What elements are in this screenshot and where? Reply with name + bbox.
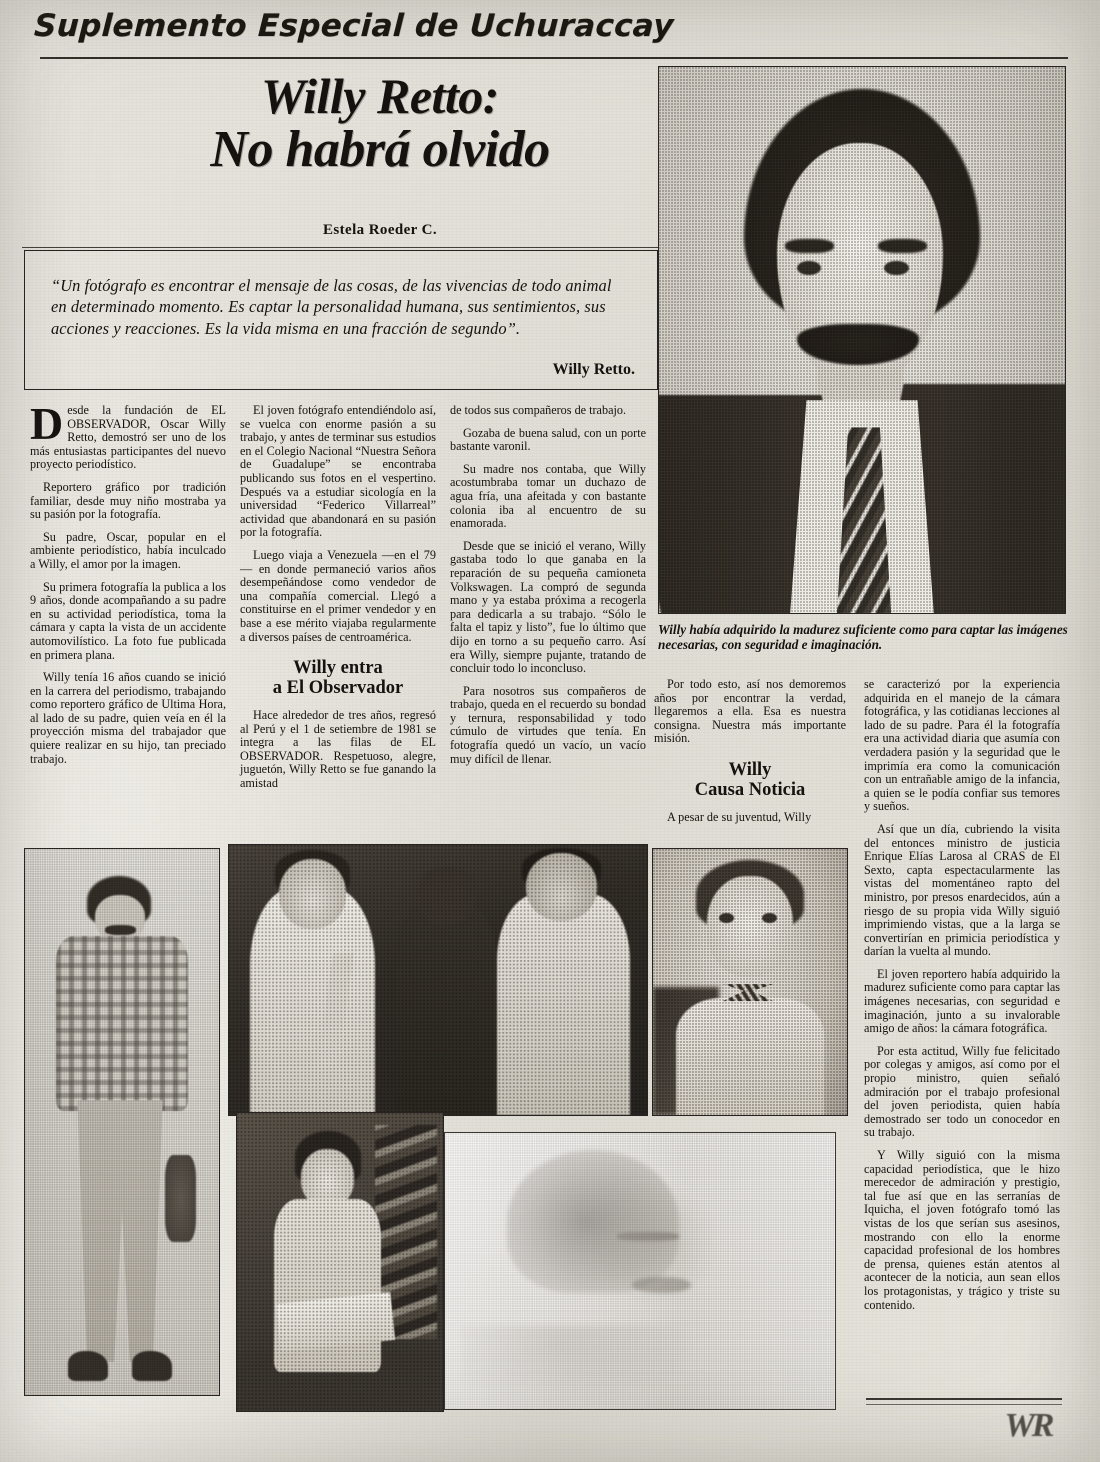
subhead-line-2: a El Observador — [272, 678, 404, 699]
article-column-2 — [240, 404, 436, 800]
photo-baby-portrait — [652, 848, 848, 1116]
paragraph: Gozaba de buena salud, con un porte bastante varonil. — [450, 425, 646, 454]
byline-rule — [22, 247, 658, 248]
photo-group-scene — [228, 844, 648, 1116]
paragraph: Desde la fundación de EL OBSERVADOR, Oscar Willy Retto, demostró ser uno de los más entusiastas participantes del nuevo proyecto periodístico. — [30, 398, 226, 472]
paragraph: Su padre, Oscar, popular en el ambiente periodístico, había inculcado a Willy, el amor por la imagen. — [30, 529, 226, 571]
section-subhead-willy-entra — [240, 658, 436, 698]
paragraph: Luego viaja a Venezuela —en el 79— en donde permaneció varios años desempeñándose como vendedor de una compañía comercial. Llegó a constituirse en el primer vendedor y en base a ese mérito viajaba regularmente a diversos países de centroamérica. — [240, 547, 436, 644]
paragraph: El joven fotógrafo entendiéndolo así, se vuelca con enorme pasión a su trabajo, y antes de terminar sus estudios en el Colegio Nacional “Nuestra Señora de Guadalupe” se encontraba publicando sus fotos en el vespertino. Después va a estudiar sicología en la universidad “Federico Villarreal” actividad que abandonará en su pasión por la fotografía. — [240, 403, 436, 540]
section-subhead-willy-causa-noticia — [654, 760, 846, 800]
pull-quote-box — [24, 250, 658, 390]
publisher-monogram: WR — [1004, 1407, 1052, 1444]
article-column-5 — [864, 678, 1060, 1321]
paragraph: A pesar de su juventud, Willy — [667, 809, 812, 824]
paragraph: Su madre nos contaba, que Willy acostumbraba tomar un duchazo de agua fría, una afeitada y con bastante colonia iba al encuentro de su enamorada. — [450, 461, 646, 531]
paragraph: Por todo esto, así nos demoremos años por encontrar la verdad, llegaremos a ella. Esa es nuestra consigna. Nuestra más importante misión. — [654, 677, 846, 746]
paragraph: Reportero gráfico por tradición familiar, desde muy niño mostraba ya su pasión por la fotografía. — [30, 479, 226, 522]
paragraph: Willy tenía 16 años cuando se inició en la carrera del periodismo, trabajando como reportero gráfico de Ultima Hora, al lado de su padre, quien veía en él la proyección misma del trabajador que quiere realizar en su hijo, tan preciado trabajo. — [30, 670, 226, 766]
masthead-rule — [40, 57, 1068, 59]
pull-quote-attribution: Willy Retto. — [552, 361, 635, 378]
byline-author: Estela Roeder C. — [322, 222, 438, 238]
photo-caption-portrait: Willy había adquirido la madurez suficiente como para captar las imágenes necesarias, con seguridad e imaginación. — [658, 622, 1068, 652]
headline-line-2: No habrá olvido — [210, 121, 550, 178]
article-column-4 — [654, 678, 846, 834]
headline-line-1: Willy Retto: — [261, 68, 499, 124]
masthead-title: Suplemento Especial de Uchuraccay — [33, 8, 675, 44]
article-column-1 — [30, 398, 226, 775]
paragraph: Su primera fotografía la publica a los 9 años, donde acompañando a su padre en su actividad periodística, toma la cámara y capta la vista de un accidente automovilístico. La foto fue publicada en primera plana. — [30, 579, 226, 662]
footer-rule-upper — [866, 1398, 1062, 1400]
paragraph: Desde que se inició el verano, Willy gastaba todo lo que ganaba en la reparación de su pequeña camioneta Volkswagen. La compró de segunda mano y ya estaba próxima a recogerla para dedicarla a su trabajo. “Sólo le falta el tapiz y listo”, fue lo último que dijo en torno a su pequeño carro. Así era Willy, siempre pujante, tratando de concluir todo lo inconcluso. — [450, 538, 646, 676]
paragraph: Así que un día, cubriendo la visita del entonces ministro de justicia Enrique Elías Larosa al CRAS de El Sexto, capta espectacularmente las vistas del momentáneo rapto del ministro, por presos enardecidos, aún a riesgo de su propia vida Willy siguió imprimiendo vistas, que a la larga se convertirían en primicia periodística y darían la vuelta al mundo. — [864, 821, 1060, 959]
subhead-line-2: Causa Noticia — [694, 779, 806, 800]
subhead-line-1: Willy entra — [293, 658, 383, 679]
paragraph: de todos sus compañeros de trabajo. — [450, 403, 626, 417]
paragraph: se caracterizó por la experiencia adquirida en el manejo de la cámara fotográfica, y las cotidianas lecciones al lado de su padre. Para él la fotografía era una actividad diaria que asumía con verdadera pasión y la seguridad que le imprimía era como la comunicación con un entrañable amigo de la infancia, a quien se le podía confiar sus temores y sueños. — [864, 677, 1060, 814]
paragraph: Por esta actitud, Willy fue felicitado por colegas y amigos, así como por el propio ministro, quien señaló admiración por el trabajo profesional del joven periodista, quien había demostrado ser todo un conocedor en su trabajo. — [864, 1043, 1060, 1140]
paragraph: El joven reportero había adquirido la madurez suficiente como para captar las imágenes necesarias, con seguridad e imaginación, junto a su invalorable amigo de años: la cámara fotográfica. — [864, 966, 1060, 1036]
subhead-line-1: Willy — [728, 759, 772, 780]
page-title — [120, 68, 640, 178]
footer-rule-lower — [866, 1404, 1062, 1405]
photo-willy-retto-portrait — [658, 66, 1066, 614]
photo-faded-profile — [444, 1132, 836, 1410]
photo-child-reading — [236, 1112, 444, 1412]
paragraph: Hace alrededor de tres años, regresó al Perú y el 1 de setiembre de 1981 se integra a las filas de EL OBSERVADOR. Respetuoso, alegre, juguetón, Willy Retto se fue ganando la amistad — [240, 708, 436, 791]
pull-quote-text: “Un fotógrafo es encontrar el mensaje de las cosas, de las vivencias de todo animal en determinado momento. Es captar la personalidad humana, sus sentimientos, sus acciones y reacciones. Es la vida misma en una fracción de segundo”. — [51, 276, 612, 338]
photo-standing-man — [24, 848, 220, 1396]
paragraph: Y Willy siguió con la misma capacidad periodística, que le hizo merecedor de admiración y prestigio, tal fue así que en las serranías de Iquicha, el joven fotógrafo tomó las vistas de los que serían sus asesinos, mostrando con ello la enorme capacidad profesional de los hombres de prensa, quienes están atentos al acontecer de la noticia, aun sean ellos los protagonistas, y trágico y triste su contenido. — [864, 1148, 1060, 1312]
article-column-3 — [450, 404, 646, 775]
paragraph: Para nosotros sus compañeros de trabajo, queda en el recuerdo su bondad y ternura, responsabilidad y todo cúmulo de virtudes que tenía. En fotografía quedó un vacío, un vacío muy difícil de llenar. — [450, 683, 646, 766]
